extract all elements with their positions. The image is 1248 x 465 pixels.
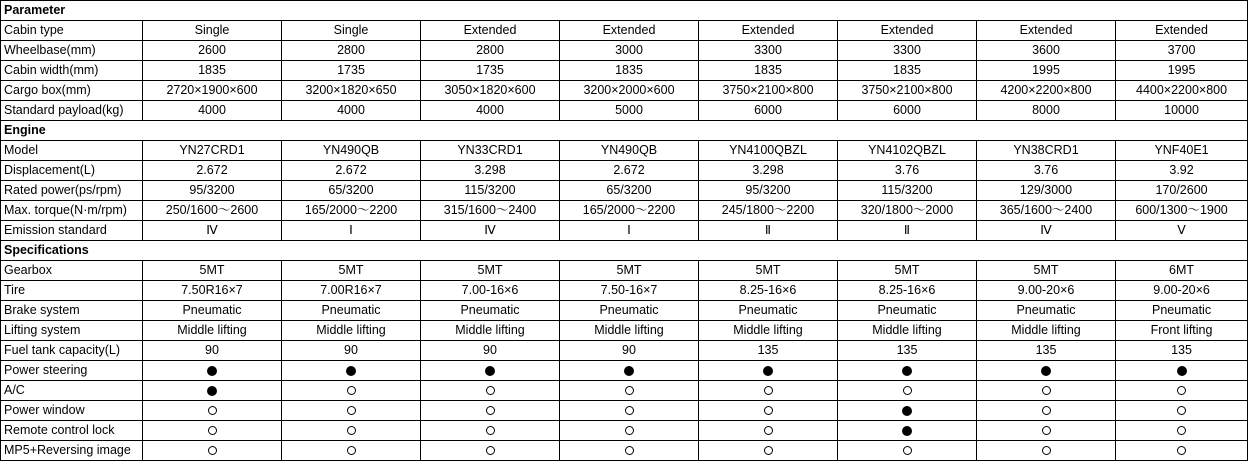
table-cell: 2720×1900×600 [143,81,282,101]
table-cell: 3700 [1116,41,1248,61]
table-cell: 95/3200 [143,181,282,201]
table-cell [699,401,838,421]
table-cell [838,421,977,441]
table-cell: 5MT [977,261,1116,281]
table-cell: 8.25-16×6 [838,281,977,301]
row-label: Max. torque(N·m/rpm) [1,201,143,221]
table-cell: 135 [838,341,977,361]
row-label: Power steering [1,361,143,381]
table-cell: YN4102QBZL [838,141,977,161]
table-cell: 6000 [838,101,977,121]
table-cell: 1735 [282,61,421,81]
row-label: Model [1,141,143,161]
table-cell: 5MT [699,261,838,281]
table-cell: 320/1800～2000 [838,201,977,221]
table-cell: 2.672 [560,161,699,181]
row-label: Displacement(L) [1,161,143,181]
table-cell: 5MT [143,261,282,281]
table-cell: 3.298 [699,161,838,181]
table-cell: 2600 [143,41,282,61]
table-row [1,61,1248,81]
table-cell: 9.00-20×6 [977,281,1116,301]
empty-dot-icon [625,446,634,455]
table-cell: 1835 [560,61,699,81]
table-cell: Extended [977,21,1116,41]
row-label: Tire [1,281,143,301]
table-cell [143,361,282,381]
table-cell: YNF40E1 [1116,141,1248,161]
empty-dot-icon [486,426,495,435]
row-label: Standard payload(kg) [1,101,143,121]
table-row [1,201,1248,221]
table-row [1,161,1248,181]
table-row [1,41,1248,61]
table-row [1,421,1248,441]
table-row [1,401,1248,421]
table-cell: 7.50R16×7 [143,281,282,301]
table-cell: 3750×2100×800 [699,81,838,101]
row-label: A/C [1,381,143,401]
table-cell: 90 [282,341,421,361]
table-cell: 5000 [560,101,699,121]
table-cell [560,381,699,401]
table-cell [421,401,560,421]
table-cell: 365/1600～2400 [977,201,1116,221]
table-row [1,221,1248,241]
section-title: Parameter [1,1,1248,21]
table-cell: 7.00-16×6 [421,281,560,301]
table-cell [1116,421,1248,441]
row-label: Lifting system [1,321,143,341]
table-cell: 4200×2200×800 [977,81,1116,101]
empty-dot-icon [486,406,495,415]
table-cell: 170/2600 [1116,181,1248,201]
table-cell: Extended [421,21,560,41]
table-cell: 8000 [977,101,1116,121]
row-label: Emission standard [1,221,143,241]
table-cell [977,401,1116,421]
table-cell: 3750×2100×800 [838,81,977,101]
table-cell: 3600 [977,41,1116,61]
table-cell [282,361,421,381]
empty-dot-icon [1042,406,1051,415]
table-cell: 5MT [282,261,421,281]
empty-dot-icon [208,406,217,415]
table-cell: 1835 [838,61,977,81]
table-cell: YN490QB [282,141,421,161]
table-cell [143,441,282,461]
table-cell: Pneumatic [282,301,421,321]
filled-dot-icon [902,426,912,436]
table-cell [1116,381,1248,401]
table-cell: YN38CRD1 [977,141,1116,161]
table-cell [560,421,699,441]
table-cell: Extended [699,21,838,41]
table-cell: 1735 [421,61,560,81]
table-cell: Pneumatic [977,301,1116,321]
table-cell: 135 [699,341,838,361]
table-cell [977,381,1116,401]
section-title: Specifications [1,241,1248,261]
filled-dot-icon [902,366,912,376]
table-cell: 5MT [560,261,699,281]
table-row [1,341,1248,361]
empty-dot-icon [1042,426,1051,435]
table-cell [838,381,977,401]
section-header-row [1,241,1248,261]
empty-dot-icon [625,386,634,395]
table-cell: 135 [1116,341,1248,361]
table-cell [143,421,282,441]
table-cell: 4400×2200×800 [1116,81,1248,101]
row-label: MP5+Reversing image [1,441,143,461]
table-cell [977,421,1116,441]
table-cell: Ⅳ [143,221,282,241]
section-header-row [1,121,1248,141]
filled-dot-icon [485,366,495,376]
empty-dot-icon [903,386,912,395]
table-cell: 1835 [699,61,838,81]
filled-dot-icon [207,366,217,376]
filled-dot-icon [207,386,217,396]
table-cell: Ⅰ [560,221,699,241]
table-cell [421,441,560,461]
table-cell: Ⅰ [282,221,421,241]
table-cell [699,361,838,381]
table-cell [143,381,282,401]
table-cell: 4000 [143,101,282,121]
table-cell: 3200×2000×600 [560,81,699,101]
table-cell: Ⅱ [838,221,977,241]
table-cell: YN490QB [560,141,699,161]
filled-dot-icon [1041,366,1051,376]
row-label: Fuel tank capacity(L) [1,341,143,361]
table-row [1,81,1248,101]
row-label: Brake system [1,301,143,321]
spec-table-body [1,1,1248,461]
empty-dot-icon [347,406,356,415]
table-cell [699,381,838,401]
row-label: Cargo box(mm) [1,81,143,101]
table-cell: 3300 [699,41,838,61]
empty-dot-icon [347,386,356,395]
table-cell: Extended [1116,21,1248,41]
filled-dot-icon [902,406,912,416]
table-cell: Extended [560,21,699,41]
table-cell [699,421,838,441]
table-cell: 65/3200 [282,181,421,201]
table-cell: 2.672 [282,161,421,181]
table-cell [977,361,1116,381]
filled-dot-icon [1177,366,1187,376]
table-cell: 4000 [282,101,421,121]
row-label: Remote control lock [1,421,143,441]
table-cell: 6000 [699,101,838,121]
table-row [1,321,1248,341]
table-cell: 1995 [1116,61,1248,81]
table-cell: Ⅱ [699,221,838,241]
empty-dot-icon [764,426,773,435]
table-cell: YN4100QBZL [699,141,838,161]
row-label: Cabin type [1,21,143,41]
table-cell [282,441,421,461]
table-cell: 600/1300～1900 [1116,201,1248,221]
table-cell: 115/3200 [838,181,977,201]
table-cell: YN27CRD1 [143,141,282,161]
table-cell: Extended [838,21,977,41]
empty-dot-icon [764,446,773,455]
table-cell: Ⅴ [1116,221,1248,241]
table-cell [421,421,560,441]
table-cell: 65/3200 [560,181,699,201]
empty-dot-icon [764,386,773,395]
table-cell: 3000 [560,41,699,61]
table-cell: 3.298 [421,161,560,181]
table-row [1,141,1248,161]
table-cell [560,441,699,461]
table-cell: Middle lifting [421,321,560,341]
section-title: Engine [1,121,1248,141]
table-cell [699,441,838,461]
table-cell [282,421,421,441]
table-cell: Middle lifting [699,321,838,341]
table-cell: Ⅳ [977,221,1116,241]
table-cell: 115/3200 [421,181,560,201]
empty-dot-icon [486,386,495,395]
table-cell: Middle lifting [143,321,282,341]
table-row [1,101,1248,121]
table-cell: 95/3200 [699,181,838,201]
empty-dot-icon [208,426,217,435]
table-cell: 135 [977,341,1116,361]
empty-dot-icon [625,426,634,435]
table-row [1,381,1248,401]
table-row [1,21,1248,41]
table-cell: Middle lifting [838,321,977,341]
table-cell [282,381,421,401]
table-cell: Pneumatic [699,301,838,321]
table-cell: 7.00R16×7 [282,281,421,301]
empty-dot-icon [764,406,773,415]
filled-dot-icon [346,366,356,376]
empty-dot-icon [903,446,912,455]
table-cell: 10000 [1116,101,1248,121]
empty-dot-icon [1042,386,1051,395]
table-cell [1116,361,1248,381]
table-cell: 2800 [421,41,560,61]
table-cell: Middle lifting [282,321,421,341]
table-cell: 9.00-20×6 [1116,281,1248,301]
table-cell: 1995 [977,61,1116,81]
table-cell: 90 [421,341,560,361]
table-cell: YN33CRD1 [421,141,560,161]
table-cell: 2800 [282,41,421,61]
filled-dot-icon [763,366,773,376]
table-cell [143,401,282,421]
table-row [1,301,1248,321]
table-cell [421,361,560,381]
empty-dot-icon [1177,426,1186,435]
table-row [1,261,1248,281]
table-cell [838,361,977,381]
row-label: Gearbox [1,261,143,281]
row-label: Power window [1,401,143,421]
empty-dot-icon [1177,386,1186,395]
table-cell: Pneumatic [838,301,977,321]
table-cell: 3200×1820×650 [282,81,421,101]
table-cell: 3.92 [1116,161,1248,181]
table-cell: 250/1600～2600 [143,201,282,221]
table-row [1,441,1248,461]
empty-dot-icon [1042,446,1051,455]
table-row [1,281,1248,301]
empty-dot-icon [347,426,356,435]
table-cell: 5MT [838,261,977,281]
table-cell: 8.25-16×6 [699,281,838,301]
table-cell [1116,441,1248,461]
table-cell [1116,401,1248,421]
table-cell: Ⅳ [421,221,560,241]
table-row [1,361,1248,381]
table-cell [560,361,699,381]
table-cell: Pneumatic [143,301,282,321]
table-cell: 90 [143,341,282,361]
table-cell [560,401,699,421]
row-label: Cabin width(mm) [1,61,143,81]
table-cell [838,401,977,421]
table-cell: 6MT [1116,261,1248,281]
table-cell [421,381,560,401]
table-cell [282,401,421,421]
table-cell: 245/1800～2200 [699,201,838,221]
table-cell: 3.76 [977,161,1116,181]
table-cell: Pneumatic [560,301,699,321]
table-cell: Middle lifting [977,321,1116,341]
table-cell: Middle lifting [560,321,699,341]
table-cell: Single [282,21,421,41]
table-cell: 315/1600～2400 [421,201,560,221]
filled-dot-icon [624,366,634,376]
table-cell: Pneumatic [421,301,560,321]
table-cell: 3050×1820×600 [421,81,560,101]
row-label: Rated power(ps/rpm) [1,181,143,201]
table-cell [838,441,977,461]
table-cell: 90 [560,341,699,361]
table-cell: 3.76 [838,161,977,181]
table-cell: 4000 [421,101,560,121]
table-cell: 165/2000～2200 [560,201,699,221]
table-cell: 2.672 [143,161,282,181]
table-cell: Pneumatic [1116,301,1248,321]
table-cell: 7.50-16×7 [560,281,699,301]
table-cell: Front lifting [1116,321,1248,341]
table-cell: 129/3000 [977,181,1116,201]
row-label: Wheelbase(mm) [1,41,143,61]
empty-dot-icon [486,446,495,455]
table-cell: 165/2000～2200 [282,201,421,221]
table-cell [977,441,1116,461]
empty-dot-icon [347,446,356,455]
empty-dot-icon [1177,406,1186,415]
empty-dot-icon [625,406,634,415]
section-header-row [1,1,1248,21]
empty-dot-icon [1177,446,1186,455]
table-cell: Single [143,21,282,41]
table-cell: 5MT [421,261,560,281]
table-cell: 1835 [143,61,282,81]
table-row [1,181,1248,201]
table-cell: 3300 [838,41,977,61]
empty-dot-icon [208,446,217,455]
